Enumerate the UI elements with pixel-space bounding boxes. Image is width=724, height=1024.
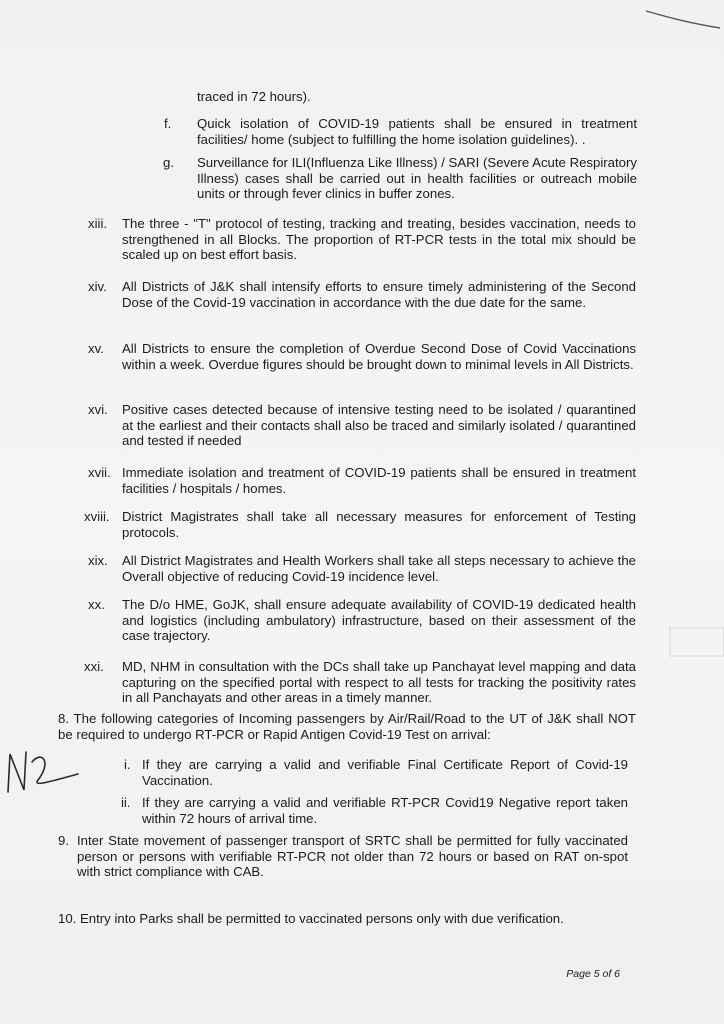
item-xiv-marker: xiv. [88,279,107,294]
item-xvii-text: Immediate isolation and treatment of COVID-19 patients shall be ensured in treatment facilities / hospitals / homes. [122,465,636,496]
item-xvii-marker: xvii. [88,465,111,480]
item-xx-marker: xx. [88,597,105,612]
faint-stamp [668,622,724,662]
item-f-text: Quick isolation of COVID-19 patients shall be ensured in treatment facilities/ home (subject to fulfilling the home isolation guidelines). . [197,116,637,147]
item-g-marker: g. [163,155,174,170]
item-xv-marker: xv. [88,341,104,356]
item-8ii-text: If they are carrying a valid and verifiable RT-PCR Covid19 Negative report taken within 72 hours of arrival time. [142,795,628,826]
item-xvi-marker: xvi. [88,402,108,417]
pen-stroke-mark [644,8,724,32]
paragraph-9-text: Inter State movement of passenger transport of SRTC shall be permitted for fully vaccinated person or persons with verifiable RT-PCR not older than 72 hours or based on RAT on-spot with strict compliance with CAB. [77,833,628,880]
item-xiii-marker: xiii. [88,216,108,231]
item-g-text: Surveillance for ILI(Influenza Like Illness) / SARI (Severe Acute Respiratory Illness) cases shall be carried out in health facilities or outreach mobile units or through fever clinics in buffer zones. [197,155,637,202]
item-f-marker: f. [164,116,172,131]
item-xxi-text: MD, NHM in consultation with the DCs shall take up Panchayat level mapping and data capturing on the specified portal with respect to all tests for tracking the positivity rates in all Panchayats and other areas in a timely manner. [122,659,636,706]
paragraph-10: 10. Entry into Parks shall be permitted to vaccinated persons only with due verification. [58,911,564,926]
item-xxi-marker: xxi. [84,659,104,674]
item-8i-marker: i. [124,757,131,772]
item-xix-text: All District Magistrates and Health Workers shall take all steps necessary to achieve the Overall objective of reducing Covid-19 incidence level. [122,553,636,584]
page-number: Page 5 of 6 [566,968,620,980]
item-xvi-text: Positive cases detected because of intensive testing need to be isolated / quarantined at the earliest and their contacts shall also be traced and similarly isolated / quarantined and tested if needed [122,402,636,449]
item-xv-text: All Districts to ensure the completion of Overdue Second Dose of Covid Vaccinations within a week. Overdue figures should be brought down to minimal levels in All Districts. [122,341,636,372]
item-xx-text: The D/o HME, GoJK, shall ensure adequate availability of COVID-19 dedicated health and logistics (including ambulatory) infrastructure, based on their assessment of the case trajectory. [122,597,636,644]
item-8ii-marker: ii. [121,795,131,810]
item-8i-text: If they are carrying a valid and verifiable Final Certificate Report of Covid-19 Vaccination. [142,757,628,788]
paragraph-9-marker: 9. [58,833,69,848]
item-xviii-marker: xviii. [84,509,110,524]
continuation-text: traced in 72 hours). [197,89,311,104]
paragraph-8: 8. The following categories of Incoming passengers by Air/Rail/Road to the UT of J&K shall NOT be required to undergo RT-PCR or Rapid Antigen Covid-19 Test on arrival: [58,711,636,742]
item-xiii-text: The three - "T" protocol of testing, tracking and treating, besides vaccination, needs to strengthened in all Blocks. The proportion of RT-PCR tests in the total mix should be scaled up on best effort basis. [122,216,636,263]
item-xix-marker: xix. [88,553,108,568]
item-xviii-text: District Magistrates shall take all necessary measures for enforcement of Testing protocols. [122,509,636,540]
item-xiv-text: All Districts of J&K shall intensify efforts to ensure timely administering of the Second Dose of the Covid-19 vaccination in accordance with the due date for the same. [122,279,636,310]
handwritten-initials [2,740,82,800]
